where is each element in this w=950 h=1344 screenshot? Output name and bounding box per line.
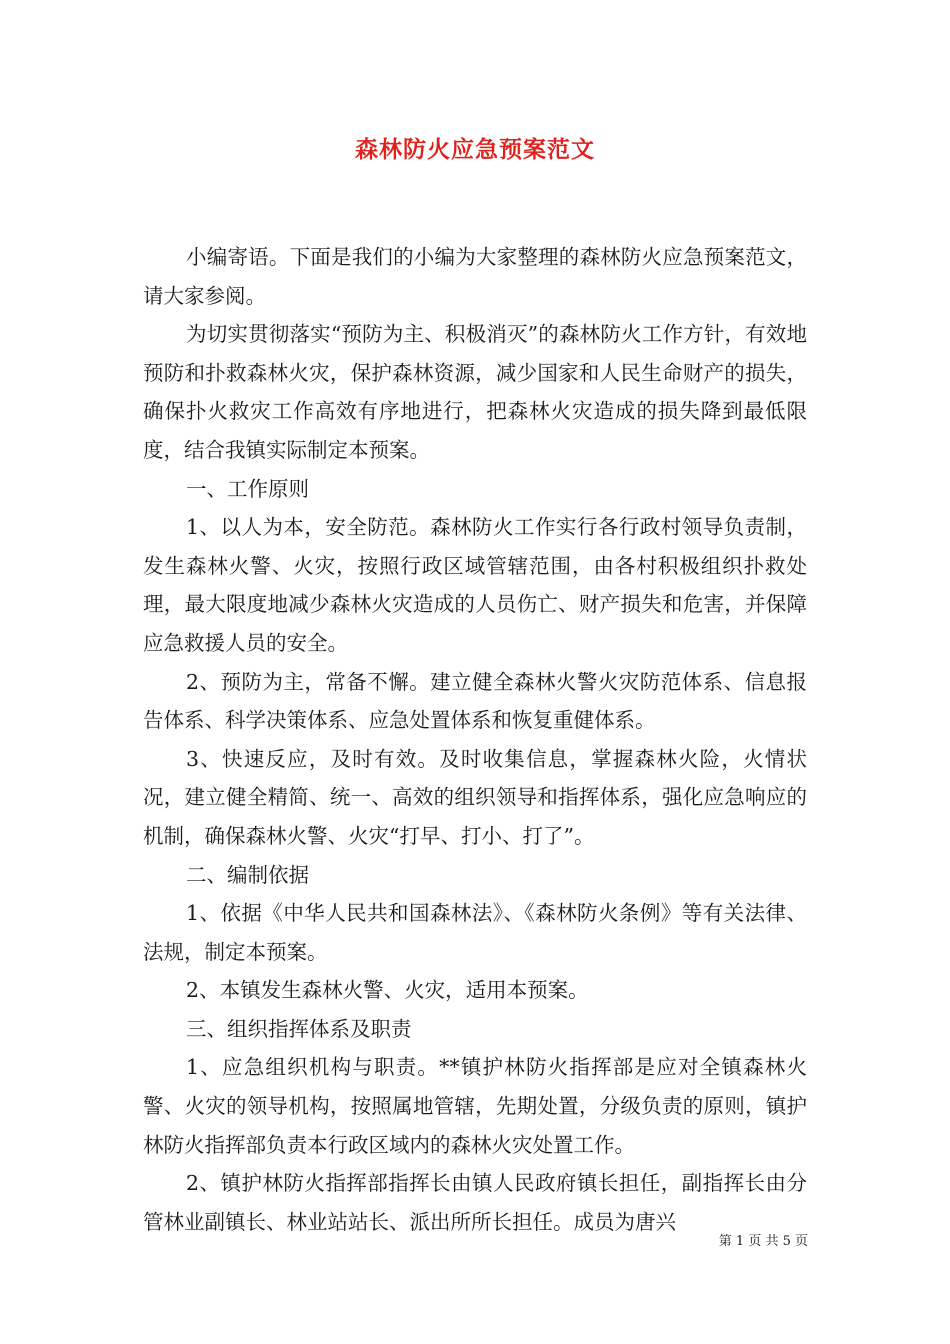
paragraph-purpose: 为切实贯彻落实“预防为主、积极消灭”的森林防火工作方针，有效地预防和扑救森林火灾，保护森林资源，减少国家和人民生命财产的损失，确保扑火救灾工作高效有序地进行，把森林火灾造成的损失降到最低限度，结合我镇实际制定本预案。 (143, 322, 807, 462)
paragraph-intro: 小编寄语。下面是我们的小编为大家整理的森林防火应急预案范文，请大家参阅。 (143, 245, 807, 308)
paragraph-organization-2: 2、镇护林防火指挥部指挥长由镇人民政府镇长担任，副指挥长由分管林业副镇长、林业站站长、派出所所长担任。成员为唐兴 (143, 1171, 807, 1234)
paragraph-principle-2: 2、预防为主，常备不懈。建立健全森林火警火灾防范体系、信息报告体系、科学决策体系、应急处置体系和恢复重健体系。 (143, 669, 807, 733)
section-heading-basis: 二、编制依据 (186, 862, 310, 887)
section-heading-organization: 三、组织指挥体系及职责 (186, 1016, 412, 1041)
page-number-footer: 第 1 页 共 5 页 (718, 1234, 808, 1249)
paragraph-organization-1: 1、应急组织机构与职责。**镇护林防火指挥部是应对全镇森林火警、火灾的领导机构，按照属地管辖，先期处置，分级负责的原则，镇护林防火指挥部负责本行政区域内的森林火灾处置工作。 (143, 1055, 807, 1157)
paragraph-basis-2: 2、本镇发生森林火警、火灾，适用本预案。 (186, 978, 589, 1003)
document-body (143, 238, 807, 1241)
paragraph-principle-3: 3、快速反应，及时有效。及时收集信息，掌握森林火险，火情状况，建立健全精简、统一、高效的组织领导和指挥体系，强化应急响应的机制，确保森林火警、火灾“打早、打小、打了”。 (143, 746, 807, 848)
paragraph-principle-1: 1、以人为本，安全防范。森林防火工作实行各行政村领导负责制，发生森林火警、火灾，按照行政区域管辖范围，由各村积极组织扑救处理，最大限度地减少森林火灾造成的人员伤亡、财产损失和危害，并保障应急救援人员的安全。 (143, 515, 807, 655)
document-title: 森林防火应急预案范文 (355, 136, 595, 163)
section-heading-principles: 一、工作原则 (186, 476, 310, 501)
paragraph-basis-1: 1、依据《中华人民共和国森林法》、《森林防火条例》等有关法律、法规，制定本预案。 (143, 901, 807, 964)
